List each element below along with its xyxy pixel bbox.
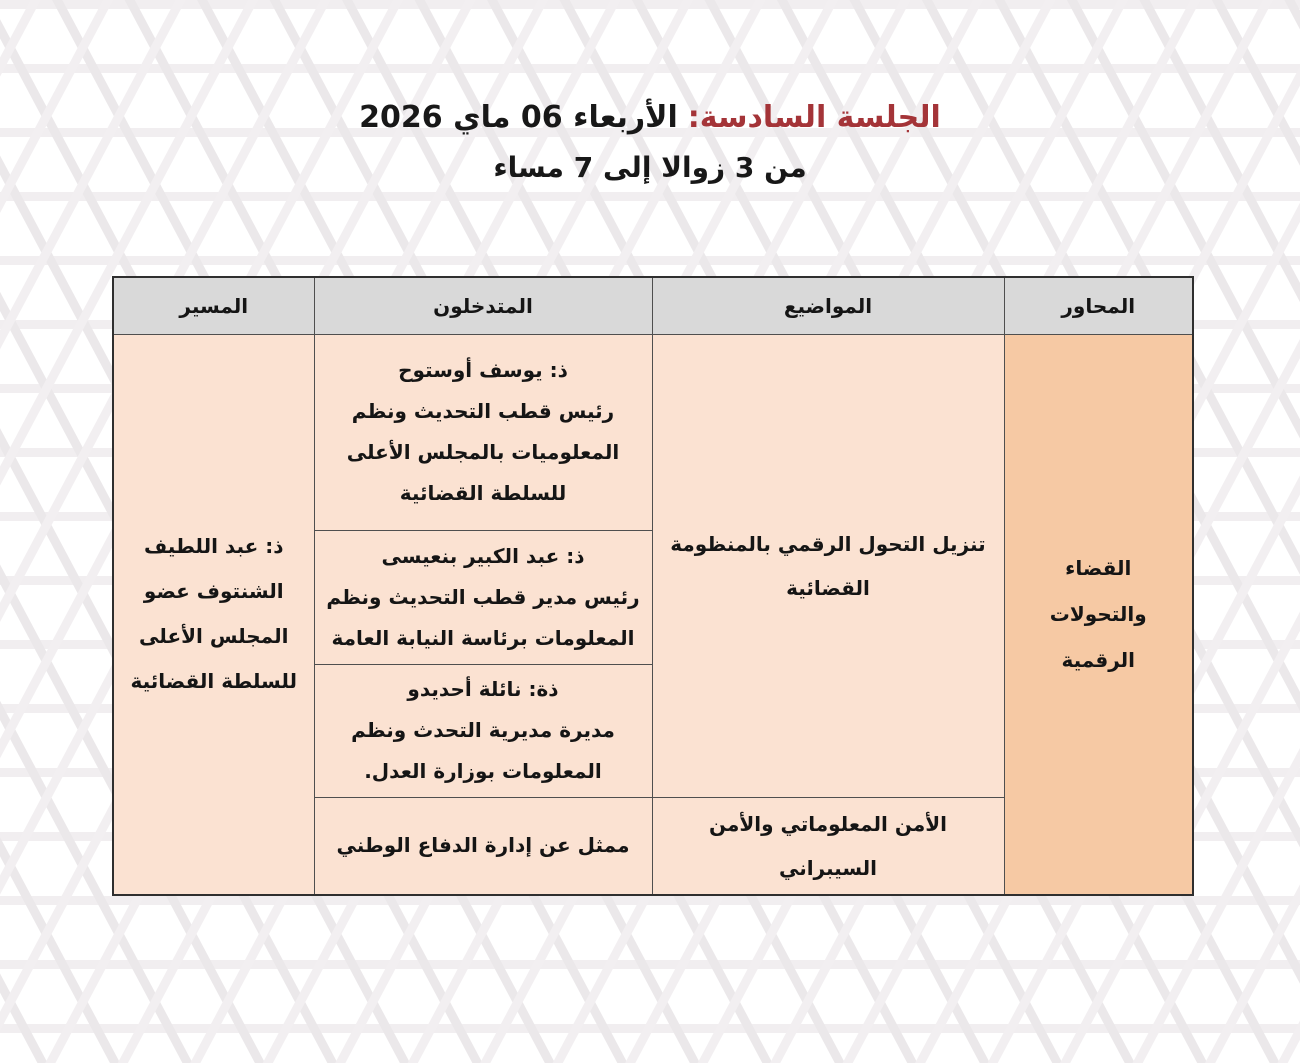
header-topics: المواضيع <box>652 277 1004 334</box>
session-title-date: الأربعاء 06 ماي 2026 <box>359 100 678 135</box>
speaker-3-name: ذة: نائلة أحديدو <box>407 677 559 701</box>
speaker-2-name: ذ: عبد الكبير بنعيسى <box>381 543 585 568</box>
speaker-1-role: رئيس قطب التحديث ونظم المعلوميات بالمجلس الأعلى للسلطة القضائية <box>346 399 620 505</box>
cell-topic-cybersecurity: الأمن المعلوماتي والأمن السيبراني <box>652 797 1004 895</box>
header-axes: المحاور <box>1004 277 1193 334</box>
session-title <box>0 100 1300 135</box>
table-row <box>113 334 1193 530</box>
speaker-4-role: ممثل عن إدارة الدفاع الوطني <box>336 833 630 857</box>
session-title-block <box>0 0 1300 184</box>
session-time: من 3 زوالا إلى 7 مساء <box>493 151 807 184</box>
cell-speaker-1 <box>314 334 652 530</box>
cell-moderator: ذ: عبد اللطيف الشنتوف عضو المجلس الأعلى للسلطة القضائية <box>113 334 314 895</box>
speaker-1-name: ذ: يوسف أوستوح <box>398 358 568 382</box>
header-row <box>113 277 1193 334</box>
header-moderator: المسير <box>113 277 314 334</box>
header-speakers: المتدخلون <box>314 277 652 334</box>
cell-topic-digital-transformation: تنزيل التحول الرقمي بالمنظومة القضائية <box>652 334 1004 797</box>
cell-speaker-3 <box>314 664 652 797</box>
speaker-2-role: رئيس مدير قطب التحديث ونظم المعلومات برئاسة النيابة العامة <box>326 584 640 650</box>
speaker-3-role: مديرة مديرية التحدث ونظم المعلومات بوزارة العدل. <box>351 718 615 783</box>
program-table <box>112 276 1194 896</box>
cell-axis: القضاء والتحولات الرقمية <box>1004 334 1193 895</box>
cell-speaker-4 <box>314 797 652 895</box>
cell-speaker-2 <box>314 530 652 664</box>
session-title-label: الجلسة السادسة: <box>687 100 941 135</box>
